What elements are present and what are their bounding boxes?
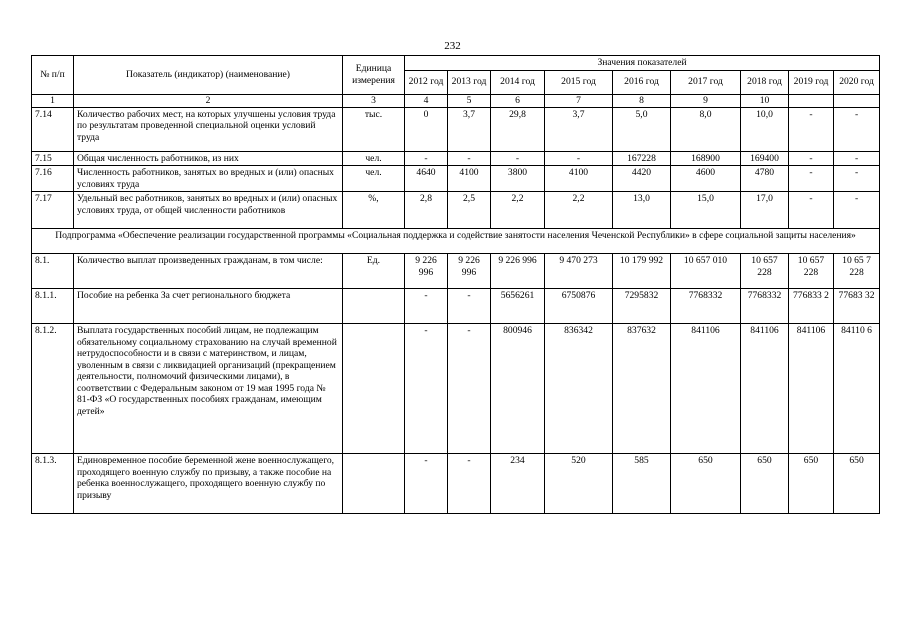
row-value: 7295832 [613, 289, 671, 324]
row-value: 8,0 [671, 107, 741, 151]
row-value: 650 [789, 454, 834, 514]
row-value: 0 [405, 107, 448, 151]
year-header-cell: 2016 год [613, 70, 671, 94]
year-header-cell: 2012 год [405, 70, 448, 94]
column-number-cell: 10 [741, 94, 789, 107]
row-value: 3800 [491, 166, 545, 192]
table-row [32, 151, 880, 166]
table-row [32, 254, 880, 289]
row-value: - [448, 324, 491, 454]
table-row [32, 324, 880, 454]
year-header-cell: 2017 год [671, 70, 741, 94]
row-unit: %, [343, 192, 405, 229]
row-indicator-name: Количество выплат произведенных гражданам, в том числе: [74, 254, 343, 289]
column-number-cell: 5 [448, 94, 491, 107]
row-value: - [491, 151, 545, 166]
row-number: 8.1. [32, 254, 74, 289]
row-value: 10 179 992 [613, 254, 671, 289]
row-number: 8.1.2. [32, 324, 74, 454]
row-value: 5656261 [491, 289, 545, 324]
row-value: 650 [671, 454, 741, 514]
row-unit: чел. [343, 166, 405, 192]
column-number-cell: 2 [74, 94, 343, 107]
row-value: 169400 [741, 151, 789, 166]
row-value: 841106 [671, 324, 741, 454]
row-value: 13,0 [613, 192, 671, 229]
row-value: 4640 [405, 166, 448, 192]
table-row [32, 289, 880, 324]
indicators-table [31, 55, 880, 514]
table-row [32, 192, 880, 229]
row-number: 8.1.3. [32, 454, 74, 514]
row-value: 585 [613, 454, 671, 514]
row-value: 15,0 [671, 192, 741, 229]
row-value: - [405, 454, 448, 514]
column-number-cell: 1 [32, 94, 74, 107]
column-number-cell: 7 [545, 94, 613, 107]
row-value: 4100 [545, 166, 613, 192]
column-number-cell: 3 [343, 94, 405, 107]
row-value: 841106 [789, 324, 834, 454]
row-value: - [789, 166, 834, 192]
table-row [32, 166, 880, 192]
year-header-cell: 2020 год [834, 70, 880, 94]
row-indicator-name: Выплата государственных пособий лицам, не подлежащим обязательному социальному страхованию на случай временной нетрудоспособности и в связи с материнством, и лицам, уволенным в связи с ликвидацией организаций (прекращением деятельности, полномочий физическими лицами), в соответствии с Федеральным законом от 19 мая 1995 года № 81-ФЗ «О государственных пособиях гражданам, имеющим детей» [74, 324, 343, 454]
year-header-cell: 2019 год [789, 70, 834, 94]
row-value: 10 657 228 [741, 254, 789, 289]
row-value: - [789, 192, 834, 229]
header-unit: Единица измерения [343, 56, 405, 95]
row-value: 650 [741, 454, 789, 514]
row-value: 10 657 010 [671, 254, 741, 289]
row-indicator-name: Количество рабочих мест, на которых улучшены условия труда по результатам проведенной специальной оценки условий труда [74, 107, 343, 151]
row-value: - [834, 166, 880, 192]
row-value: 10 657 228 [789, 254, 834, 289]
row-value: 2,5 [448, 192, 491, 229]
page-number: 232 [444, 40, 461, 52]
row-value: 776833 2 [789, 289, 834, 324]
row-value: 800946 [491, 324, 545, 454]
row-value: 168900 [671, 151, 741, 166]
row-value: - [545, 151, 613, 166]
subprogram-title: Подпрограмма «Обеспечение реализации государственной программы «Социальная поддержка и содействие занятости населения Чеченской Республики» в сфере социальной защиты населения» [32, 229, 880, 254]
row-value: 17,0 [741, 192, 789, 229]
row-value: 167228 [613, 151, 671, 166]
row-value: - [834, 151, 880, 166]
row-value: - [448, 151, 491, 166]
row-value: 5,0 [613, 107, 671, 151]
row-value: 10,0 [741, 107, 789, 151]
year-header-cell: 2014 год [491, 70, 545, 94]
year-header-cell: 2015 год [545, 70, 613, 94]
row-value: 9 226 996 [448, 254, 491, 289]
row-value: 234 [491, 454, 545, 514]
row-value: 84110 6 [834, 324, 880, 454]
table-row [32, 107, 880, 151]
row-value: - [834, 192, 880, 229]
row-value: 2,8 [405, 192, 448, 229]
row-value: 9 470 273 [545, 254, 613, 289]
row-value: 4600 [671, 166, 741, 192]
row-value: 520 [545, 454, 613, 514]
row-value: 7768332 [741, 289, 789, 324]
row-value: - [405, 151, 448, 166]
row-value: 3,7 [448, 107, 491, 151]
row-value: - [789, 107, 834, 151]
row-value: - [834, 107, 880, 151]
row-number: 7.15 [32, 151, 74, 166]
column-number-cell: 9 [671, 94, 741, 107]
row-value: 77683 32 [834, 289, 880, 324]
row-value: 6750876 [545, 289, 613, 324]
row-value: - [448, 454, 491, 514]
row-value: 2,2 [545, 192, 613, 229]
row-unit [343, 324, 405, 454]
row-number: 7.16 [32, 166, 74, 192]
row-value: 3,7 [545, 107, 613, 151]
column-number-cell [789, 94, 834, 107]
row-value: 4100 [448, 166, 491, 192]
header-values: Значения показателей [405, 56, 880, 71]
row-unit: Ед. [343, 254, 405, 289]
year-header-cell: 2018 год [741, 70, 789, 94]
row-number: 7.17 [32, 192, 74, 229]
row-value: 841106 [741, 324, 789, 454]
row-indicator-name: Общая численность работников, из них [74, 151, 343, 166]
row-indicator-name: Численность работников, занятых во вредных и (или) опасных условиях труда [74, 166, 343, 192]
row-indicator-name: Пособие на ребенка За счет регионального бюджета [74, 289, 343, 324]
row-indicator-name: Удельный вес работников, занятых во вредных и (или) опасных условиях труда, от общей численности работников [74, 192, 343, 229]
row-value: - [405, 289, 448, 324]
row-value: 4780 [741, 166, 789, 192]
row-unit [343, 289, 405, 324]
column-number-cell: 8 [613, 94, 671, 107]
row-value: 836342 [545, 324, 613, 454]
row-value: 9 226 996 [491, 254, 545, 289]
row-value: - [448, 289, 491, 324]
row-indicator-name: Единовременное пособие беременной жене военнослужащего, проходящего военную службу по призыву, а также пособие на ребенка военнослужащего, проходящего военную службу по призыву [74, 454, 343, 514]
row-value: - [405, 324, 448, 454]
row-number: 7.14 [32, 107, 74, 151]
row-number: 8.1.1. [32, 289, 74, 324]
column-number-cell [834, 94, 880, 107]
row-unit [343, 454, 405, 514]
header-num: № п/п [32, 56, 74, 95]
column-number-cell: 6 [491, 94, 545, 107]
row-value: 9 226 996 [405, 254, 448, 289]
column-number-cell: 4 [405, 94, 448, 107]
row-value: 650 [834, 454, 880, 514]
row-value: 29,8 [491, 107, 545, 151]
row-value: - [789, 151, 834, 166]
row-value: 837632 [613, 324, 671, 454]
row-value: 7768332 [671, 289, 741, 324]
row-value: 4420 [613, 166, 671, 192]
row-unit: чел. [343, 151, 405, 166]
year-header-cell: 2013 год [448, 70, 491, 94]
table-row [32, 454, 880, 514]
row-value: 10 65 7 228 [834, 254, 880, 289]
row-unit: тыс. [343, 107, 405, 151]
row-value: 2,2 [491, 192, 545, 229]
header-indicator: Показатель (индикатор) (наименование) [74, 56, 343, 95]
